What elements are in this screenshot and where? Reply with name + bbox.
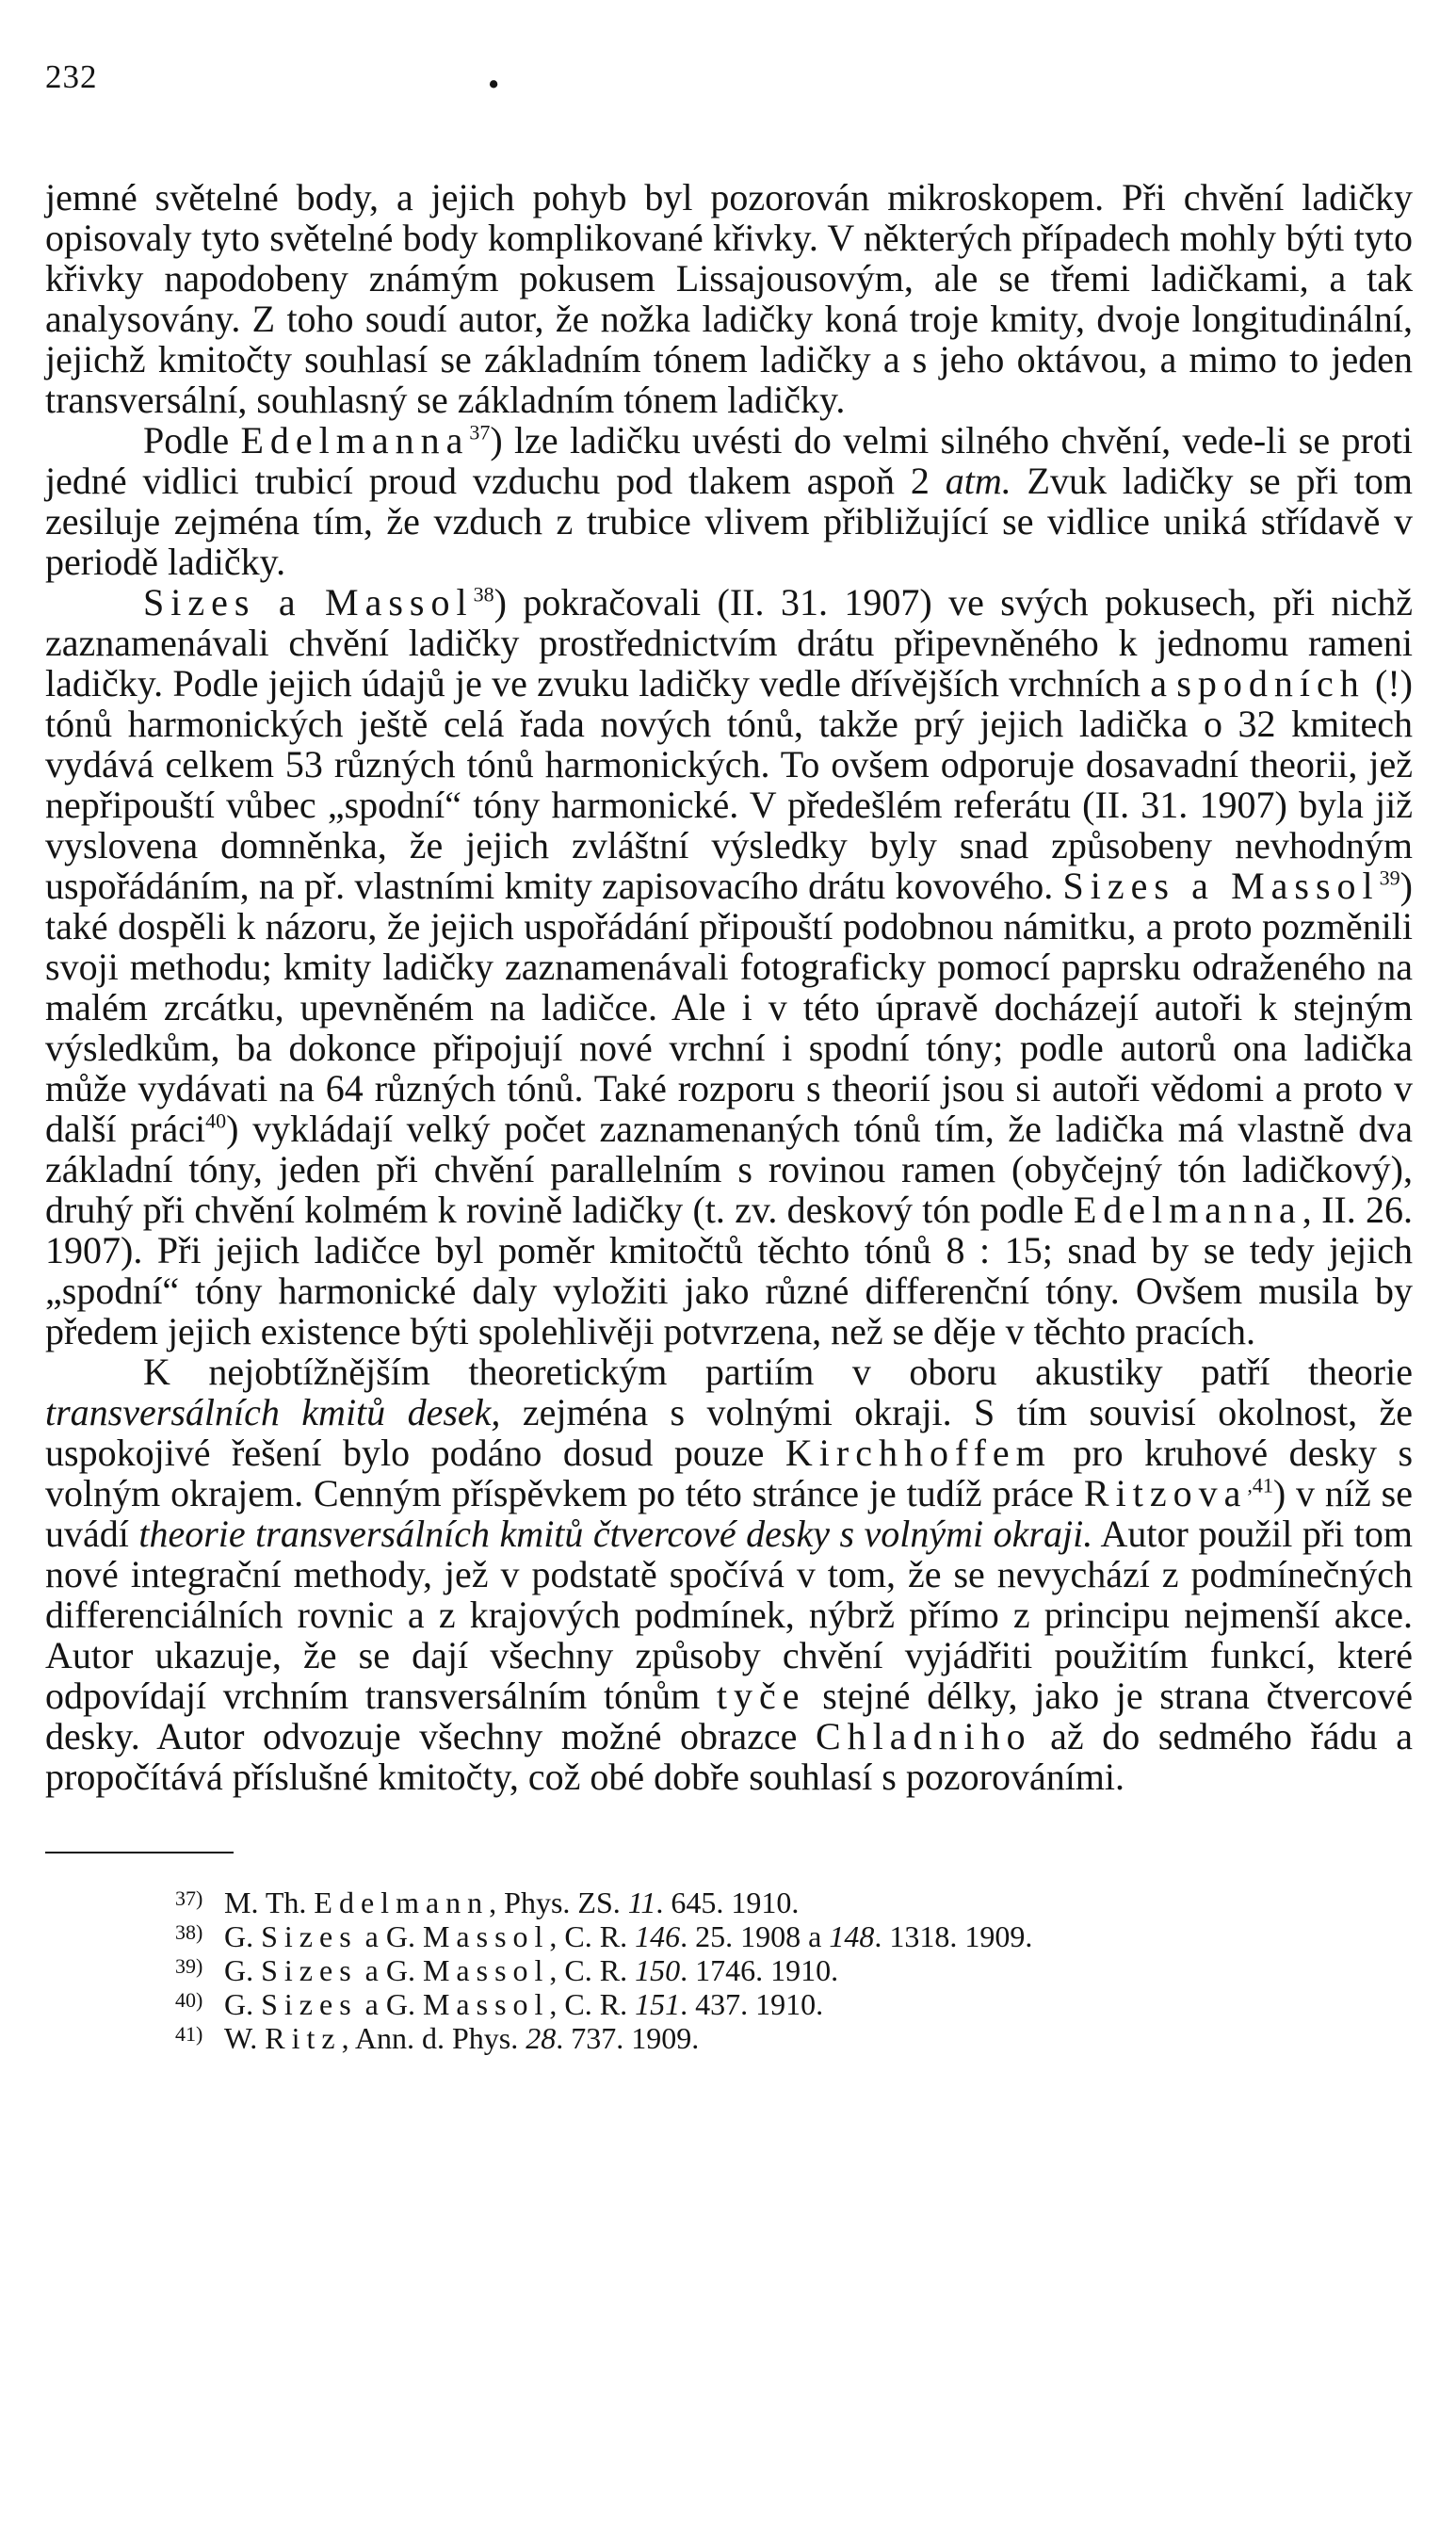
text-run: ) také dospěli k názoru, že jejich uspořádání připouští podobnou námitku, a proto pozměnili svoji methodu; kmity ladičky zaznamenávali fotograficky pomocí paprsku odraženého na malém zrcátku, upevněném na ladičce. Ale i v této úpravě docházejí autoři k stejným výsledkům, ba dokonce připojují nové vrchní i spodní tóny; podle autorů ona ladička může vydávati na 64 různých tónů. Také rozporu s theorií jsou si autoři vědomi a proto v další práci	[45, 865, 1413, 1150]
text-run: , C. R.	[549, 1919, 636, 1953]
italic-text: 28	[526, 2021, 557, 2055]
spaced-name: Sizes	[261, 1987, 358, 2021]
spaced-name: Edelmann	[314, 1886, 490, 1919]
spaced-name: Ritz	[265, 2021, 342, 2055]
italic-text: atm.	[945, 460, 1011, 502]
spaced-name: Edelmanna	[1073, 1189, 1302, 1231]
text-run: a G.	[357, 1919, 423, 1953]
footnote-number: 40)	[175, 1988, 203, 2012]
text-run: G.	[224, 1953, 262, 1987]
paragraph	[45, 1352, 1413, 1797]
footnote-ref: 37	[469, 420, 491, 445]
footnote-ref: 39	[1379, 866, 1400, 890]
text-run: , C. R.	[549, 1987, 636, 2021]
page-header	[45, 58, 1413, 143]
text-run: ) lze ladičku uvésti do velmi silného chvění, vede-li se proti jedné vidlici trubicí proud vzduchu pod tlakem aspoň 2	[45, 419, 1413, 502]
spaced-name: Massol	[422, 1953, 550, 1987]
text-run: W.	[224, 2021, 266, 2055]
text-run: . 1746. 1910.	[680, 1953, 839, 1987]
text-run: pro kruhové desky s volným okrajem. Cenným příspěvkem po této stránce je tudíž práce	[45, 1432, 1414, 1514]
italic-text: transversálních kmitů desek,	[45, 1391, 501, 1433]
footnote-ref: 38	[473, 582, 494, 607]
spaced-name: spodních	[1176, 662, 1366, 704]
text-run: a G.	[357, 1987, 423, 2021]
paragraph	[45, 582, 1413, 1352]
body-text	[45, 177, 1413, 1797]
footnote	[175, 1951, 1413, 1985]
text-run: ) vykládají velký počet zaznamenaných tónů tím, že ladička má vlastně dva základní tóny, jeden při chvění parallelním s rovinou ramen (obyčejný tón ladičkový), druhý při chvění kolmém k rovině ladičky (t. zv. deskový tón podle	[45, 1108, 1413, 1231]
spaced-name: Edelmanna	[240, 419, 470, 461]
text-run: jemné světelné body, a jejich pohyb byl pozorován mikroskopem. Při chvění ladičky opisovaly tyto světelné body komplikované křivky. V některých případech mohly býti tyto křivky napodobeny známým pokusem Lissajousovým, ale se třemi ladičkami, a tak analysovány. Z toho soudí autor, že nožka ladičky koná troje kmity, dvoje longitudinální, jejichž kmitočty souhlasí se základním tónem ladičky a s jeho oktávou, a mimo to jeden transversální, souhlasný se základním tónem ladičky.	[45, 176, 1413, 421]
text-run: . 25. 1908 a	[680, 1919, 830, 1953]
spaced-name: Sizes	[261, 1919, 358, 1953]
text-run: . 737. 1909.	[556, 2021, 700, 2055]
footnote	[175, 1985, 1413, 2019]
text-run: (!) tónů harmonických ještě celá řada nových tónů, takže prý jejich ladička o 32 kmitech vydává celkem 53 různých tónů harmonických. To ovšem odporuje dosavadní theorii, jež nepřipouští vůbec „spodní“ tóny harmonické. V předešlém referátu (II. 31. 1907) byla již vyslovena domněnka, že jejich zvláštní výsledky byly snad způsobeny nevhodným uspořádáním, na př. vlastními kmity zapisovacího drátu kovového.	[45, 662, 1413, 907]
italic-text: 150	[635, 1953, 681, 1987]
text-run: G.	[224, 1919, 262, 1953]
text-run: stejné délky, jako je strana čtvercové desky. Autor odvozuje všechny možné obrazce	[45, 1675, 1414, 1757]
footnote-number: 39)	[175, 1954, 203, 1978]
text-run: ) v níž se uvádí	[45, 1472, 1413, 1555]
footnote	[175, 1884, 1413, 1918]
header-dot: •	[488, 66, 501, 103]
spaced-name: Kirchhoffem	[785, 1432, 1052, 1474]
footnote-rule	[45, 1852, 234, 1853]
text-run: G.	[224, 1987, 262, 2021]
text-run: Autor použil při tom nové integrační methody, jež v podstatě spočívá v tom, že se nevychází z podmínečných differenciálních rovnic a z krajových podmínek, nýbrž přímo z principu nejmenší akce. Autor ukazuje, že se dají všechny způsoby chvění vyjádřiti použitím funkcí, které odpovídají vrchním transversálním tónům	[45, 1513, 1413, 1717]
paragraph	[45, 177, 1413, 420]
footnotes	[175, 1884, 1413, 2053]
text-run: K nejobtížnějším theoretickým partiím v oboru akustiky patří theorie	[143, 1351, 1413, 1393]
text-run: zejména s volnými okraji. S tím souvisí okolnost, že uspokojivé řešení bylo podáno dosud pouze	[45, 1391, 1414, 1474]
footnote	[175, 1918, 1413, 1951]
spaced-name: Ritzova	[1083, 1472, 1248, 1514]
text-run: až do sedmého řádu a propočítává příslušné kmitočty, což obé dobře souhlasí s pozorováními.	[45, 1715, 1413, 1798]
text-run: , II. 26. 1907). Při jejich ladičce byl poměr kmitočtů těchto tónů 8 : 15; snad by se tedy jejich „spodní“ tóny harmonické daly vyložiti jako různé differenční tóny. Ovšem musila by předem jejich existence býti spolehlivěji potvrzena, než se děje v těchto pracích.	[45, 1189, 1413, 1352]
footnote-number: 37)	[175, 1886, 203, 1910]
spaced-name: Chladniho	[815, 1715, 1032, 1757]
italic-text: 146	[635, 1919, 681, 1953]
spaced-name: Massol	[422, 1987, 550, 2021]
text-run: . 1318. 1909.	[874, 1919, 1033, 1953]
spaced-name: tyče	[716, 1675, 806, 1717]
text-run: . 437. 1910.	[680, 1987, 824, 2021]
text-run: . 645. 1910.	[655, 1886, 800, 1919]
text-run: , Phys. ZS.	[489, 1886, 628, 1919]
italic-text: 11	[627, 1886, 656, 1919]
spaced-name: Sizes a Massol	[1062, 865, 1380, 907]
text-run: , C. R.	[549, 1953, 636, 1987]
footnote-number: 38)	[175, 1920, 203, 1944]
footnote-ref: ,41	[1247, 1473, 1273, 1497]
spaced-name: Sizes	[261, 1953, 358, 1987]
italic-text: 148	[829, 1919, 875, 1953]
text-run: Zvuk ladičky se při tom zesiluje zejména tím, že vzduch z trubice vlivem přibližující se vidlice uniká střídavě v periodě ladičky.	[45, 460, 1413, 583]
book-page	[45, 58, 1413, 2053]
page-number: 232	[45, 58, 98, 95]
text-run: M. Th.	[224, 1886, 315, 1919]
text-run: , Ann. d. Phys.	[341, 2021, 526, 2055]
paragraph	[45, 420, 1413, 582]
footnote	[175, 2019, 1413, 2053]
italic-text: theorie transversálních kmitů čtvercové desky s volnými okraji.	[138, 1513, 1093, 1555]
footnote-number: 41)	[175, 2022, 203, 2046]
spaced-name: Sizes a Massol	[143, 581, 474, 623]
text-run: Podle	[143, 419, 241, 461]
text-run: ) pokračovali (II. 31. 1907) ve svých pokusech, při nichž zaznamenávali chvění ladičky prostřednictvím drátu připevněného k jednomu rameni ladičky. Podle jejich údajů je ve zvuku ladičky vedle dřívějších vrchních a	[45, 581, 1413, 704]
spaced-name: Massol	[422, 1919, 550, 1953]
italic-text: 151	[635, 1987, 681, 2021]
text-run: a G.	[357, 1953, 423, 1987]
footnote-ref: 40	[205, 1109, 227, 1133]
